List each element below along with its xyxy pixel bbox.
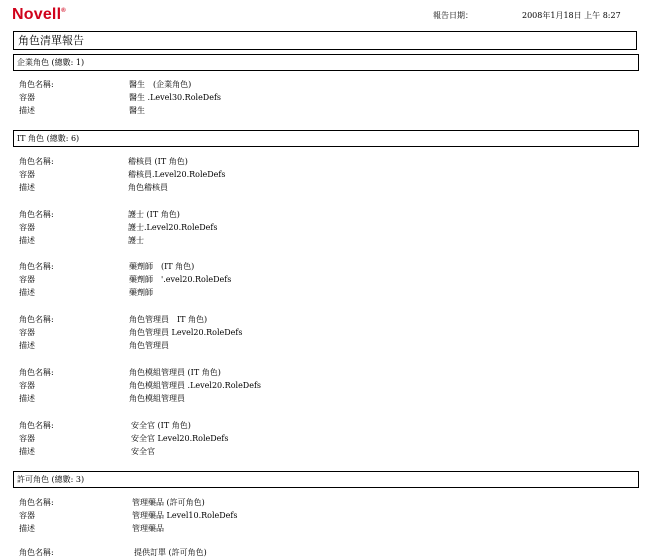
container-label: 容器 [19,170,35,179]
description-value: 角色管理員 [129,341,169,350]
role-name-label: 角色名稱: [19,421,54,430]
description-value: 醫生 [129,106,145,115]
role-name-value: 藥劑師 (IT 角色) [129,262,195,271]
section-header-enterprise: 企業角色 (總數: 1) [13,54,639,71]
description-label: 描述 [19,236,35,245]
container-label: 容器 [19,328,35,337]
role-name-label: 角色名稱: [19,498,54,507]
role-name-label: 角色名稱: [19,80,54,89]
description-value: 護士 [128,236,144,245]
description-label: 描述 [19,524,35,533]
role-name-label: 角色名稱: [19,157,54,166]
section-header-permission: 許可角色 (總數: 3) [13,471,639,488]
container-value: 醫生 .Level30.RoleDefs [129,93,222,102]
role-name-value: 提供訂單 (許可角色) [134,548,207,557]
description-value: 藥劑師 [129,288,153,297]
container-value: 稽核員.Level20.RoleDefs [128,170,226,179]
role-name-value: 醫生 (企業角色) [129,80,192,89]
role-name-value: 角色模組管理員 (IT 角色) [129,368,221,377]
role-name-value: 角色管理員 IT 角色) [129,315,208,324]
report-date-label: 報告日期： [433,11,473,20]
section-header-it: IT 角色 (總數: 6) [13,130,639,147]
description-value: 角色稽核員 [128,183,168,192]
description-label: 描述 [19,183,35,192]
description-value: 角色模組管理員 [129,394,185,403]
description-value: 安全官 [131,447,155,456]
report-title: 角色清單報告 [13,31,637,50]
role-name-label: 角色名稱: [19,315,54,324]
container-label: 容器 [19,223,35,232]
role-name-label: 角色名稱: [19,368,54,377]
container-label: 容器 [19,434,35,443]
container-value: 角色管理員 Level20.RoleDefs [129,328,243,337]
description-label: 描述 [19,288,35,297]
description-label: 描述 [19,447,35,456]
role-name-label: 角色名稱: [19,548,54,557]
container-value: 管理藥品 Level10.RoleDefs [132,511,238,520]
container-value: 藥劑師 '.evel20.RoleDefs [129,275,232,284]
report-date-value: 2008年1月18日 上午 8:27 [522,11,621,20]
container-label: 容器 [19,511,35,520]
role-name-value: 安全官 (IT 角色) [131,421,191,430]
role-name-value: 管理藥品 (許可角色) [132,498,205,507]
description-label: 描述 [19,341,35,350]
description-label: 描述 [19,394,35,403]
role-name-label: 角色名稱: [19,262,54,271]
role-name-value: 護士 (IT 角色) [128,210,180,219]
container-label: 容器 [19,381,35,390]
description-label: 描述 [19,106,35,115]
description-value: 管理藥品 [132,524,164,533]
container-value: 角色模組管理員 .Level20.RoleDefs [129,381,262,390]
container-value: 安全官 Level20.RoleDefs [131,434,229,443]
container-value: 護士.Level20.RoleDefs [128,223,218,232]
role-name-value: 稽核員 (IT 角色) [128,157,188,166]
container-label: 容器 [19,93,35,102]
role-name-label: 角色名稱: [19,210,54,219]
novell-logo: Novell® [12,6,66,23]
container-label: 容器 [19,275,35,284]
